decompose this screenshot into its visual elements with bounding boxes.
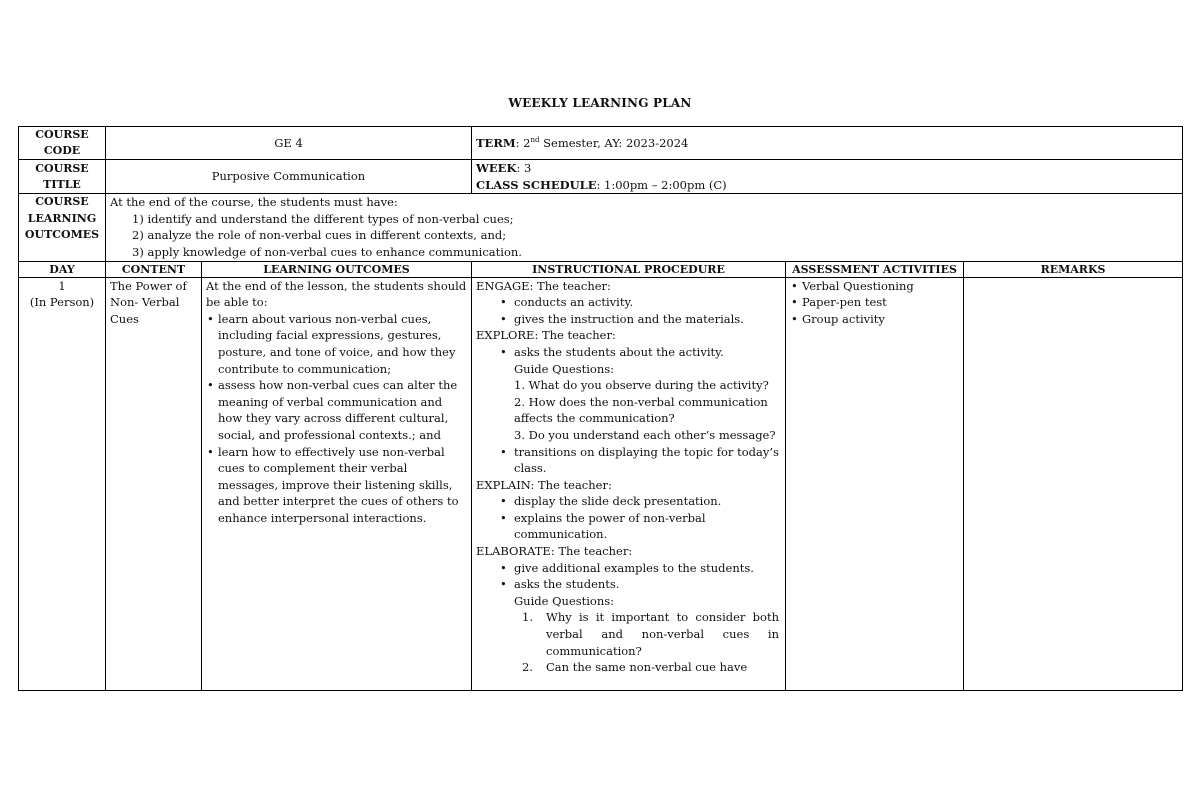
learning-outcomes-cell bbox=[202, 277, 472, 690]
clo-label: COURSE LEARNING OUTCOMES bbox=[19, 194, 106, 261]
clo-cell bbox=[106, 194, 1183, 261]
day-number: 1 bbox=[58, 278, 66, 293]
term-cell bbox=[472, 127, 1183, 160]
procedure-item: • asks the students about the activity. bbox=[476, 344, 779, 361]
term-label: TERM bbox=[476, 135, 516, 150]
header-learning-outcomes: LEARNING OUTCOMES bbox=[202, 261, 472, 277]
guide-questions-label: Guide Questions: bbox=[514, 361, 615, 376]
clo-item: 3) apply knowledge of non-verbal cues to enhance communication. bbox=[132, 244, 522, 259]
assessment-cell bbox=[786, 277, 964, 690]
day-mode: (In Person) bbox=[29, 295, 95, 310]
assessment-item: • Group activity bbox=[790, 311, 959, 328]
clo-row bbox=[19, 194, 1183, 261]
course-title-row bbox=[19, 160, 1183, 194]
procedure-item: • display the slide deck presentation. bbox=[476, 493, 779, 510]
schedule-value: : 1:00pm – 2:00pm (C) bbox=[596, 177, 727, 192]
procedure-item: • explains the power of non-verbal communication. bbox=[476, 510, 779, 543]
procedure-item: • give additional examples to the students. bbox=[476, 560, 779, 577]
learning-plan-table bbox=[18, 126, 1183, 691]
course-code-row bbox=[19, 127, 1183, 160]
assessment-item: • Paper-pen test bbox=[790, 294, 959, 311]
header-remarks: REMARKS bbox=[964, 261, 1183, 277]
guide-question: 3. Do you understand each other’s message? bbox=[514, 427, 776, 442]
procedure-item: • asks the students. bbox=[476, 576, 779, 593]
clo-intro: At the end of the course, the students must have: bbox=[110, 195, 398, 210]
term-value-pre: : 2 bbox=[515, 135, 531, 150]
day-cell bbox=[19, 277, 106, 690]
week-schedule-cell bbox=[472, 160, 1183, 194]
week-label: WEEK bbox=[476, 161, 517, 175]
procedure-item: • transitions on displaying the topic for today’s class. bbox=[476, 444, 779, 477]
question-number: 1. bbox=[522, 610, 533, 625]
question-number: 2. bbox=[522, 660, 533, 675]
explore-heading: EXPLORE: The teacher: bbox=[476, 328, 616, 343]
clo-item: 2) analyze the role of non-verbal cues in different contexts, and; bbox=[132, 228, 507, 243]
question-text: Can the same non-verbal cue have bbox=[546, 660, 748, 675]
lo-intro: At the end of the lesson, the students should be able to: bbox=[206, 278, 467, 310]
procedure-item: • gives the instruction and the materials. bbox=[476, 311, 779, 328]
procedure-item: • conducts an activity. bbox=[476, 294, 779, 311]
course-code-value: GE 4 bbox=[106, 127, 472, 160]
course-title-label: COURSE TITLE bbox=[19, 160, 106, 194]
day-row bbox=[19, 277, 1183, 690]
header-content: CONTENT bbox=[106, 261, 202, 277]
guide-questions-label: Guide Questions: bbox=[514, 593, 615, 608]
content-cell: The Power of Non- Verbal Cues bbox=[106, 277, 202, 690]
week-value: : 3 bbox=[516, 161, 532, 175]
guide-question: 2. How does the non-verbal communication affects the communication? bbox=[514, 394, 768, 426]
term-value-post: Semester, AY: 2023-2024 bbox=[539, 135, 689, 150]
elaborate-heading: ELABORATE: The teacher: bbox=[476, 544, 633, 559]
guide-question: 1. What do you observe during the activity? bbox=[514, 378, 769, 393]
lo-item: • learn how to effectively use non-verbal cues to complement their verbal messages, improve their listening skills, and better interpret the cues of others to enhance interpersonal interactions. bbox=[206, 444, 467, 527]
explain-heading: EXPLAIN: The teacher: bbox=[476, 477, 612, 492]
course-code-label: COURSE CODE bbox=[19, 127, 106, 160]
term-value-sup: nd bbox=[530, 135, 540, 144]
procedure-cell bbox=[472, 277, 786, 690]
schedule-label: CLASS SCHEDULE bbox=[476, 177, 597, 192]
lo-item: • assess how non-verbal cues can alter the meaning of verbal communication and how they vary across different cultural, social, and professional contexts.; and bbox=[206, 377, 467, 443]
engage-heading: ENGAGE: The teacher: bbox=[476, 278, 611, 293]
column-header-row bbox=[19, 261, 1183, 277]
numbered-question bbox=[476, 659, 779, 675]
question-text: Why is it important to consider both verbal and non-verbal cues in communication? bbox=[546, 610, 779, 658]
clo-item: 1) identify and understand the different types of non-verbal cues; bbox=[132, 211, 514, 226]
numbered-question bbox=[476, 609, 779, 659]
assessment-item: • Verbal Questioning bbox=[790, 278, 959, 295]
course-title-value: Purposive Communication bbox=[106, 160, 472, 194]
header-day: DAY bbox=[19, 261, 106, 277]
header-instructional-procedure: INSTRUCTIONAL PROCEDURE bbox=[472, 261, 786, 277]
lo-item: • learn about various non-verbal cues, including facial expressions, gestures, posture, and tone of voice, and how they contribute to communication; bbox=[206, 311, 467, 377]
document-title: WEEKLY LEARNING PLAN bbox=[508, 96, 692, 110]
header-assessment-activities: ASSESSMENT ACTIVITIES bbox=[786, 261, 964, 277]
remarks-cell bbox=[964, 277, 1183, 690]
